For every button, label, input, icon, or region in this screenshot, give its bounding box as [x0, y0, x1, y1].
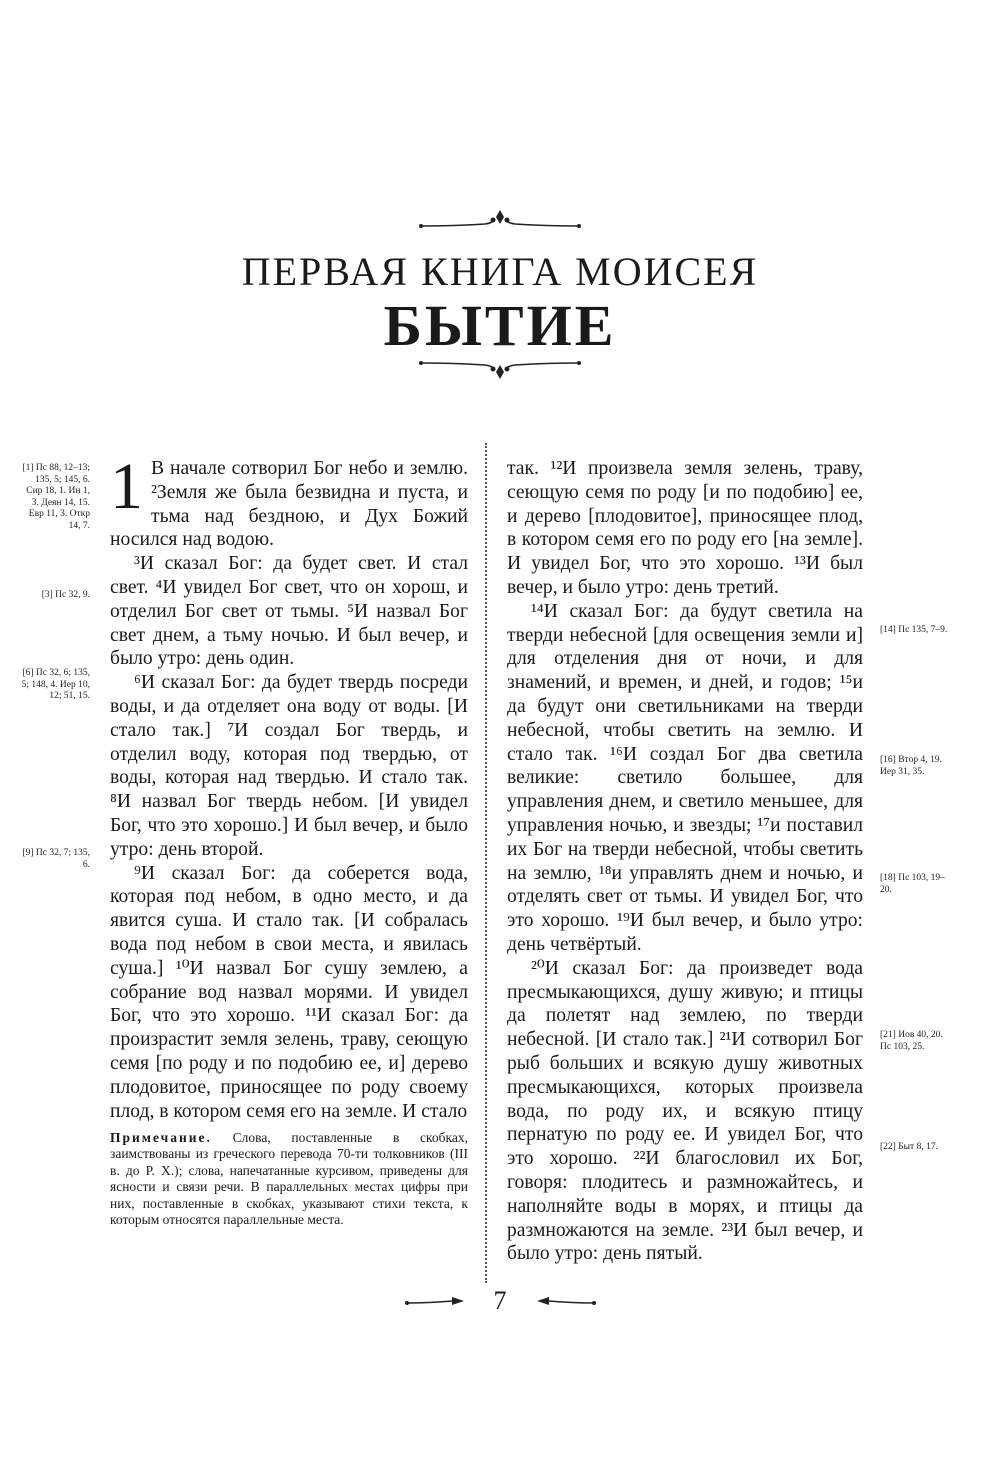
verse-paragraph: так. ¹²И произвела земля зелень, траву, сеющую семя по роду [и по подобию] ее, и дерево [плодовитое], приносящее плод, в котором семя его по роду его [на земле]. И увидел Бог, что это хорошо. ¹³И был вечер, и было утро: день третий.	[507, 458, 863, 598]
bottom-ornament	[0, 355, 1000, 381]
flourish-left-icon	[404, 1291, 474, 1311]
margin-ref: [6] Пс 32, 6; 135, 5; 148, 4. Иер 10, 12; 51, 15.	[21, 668, 90, 701]
verse-paragraph: ¹⁴И сказал Бог: да будут светила на тверди небесной [для освещения земли и] для отделения дня от ночи, и для знамений, и времен, и дней, и годов; ¹⁵и да будут они светильниками на тверди небесной, чтобы светить на землю. И стало так. ¹⁶И создал Бог два светила великие: светило большее, для управления днем, и светило меньшее, для управления ночью, и звезды; ¹⁷и поставил их Бог на тверди небесной, чтобы светить на землю, ¹⁸и управлять днем и ночью, и отделять свет от тьмы. И увидел Бог, что это хорошо. ¹⁹И был вечер, и было утро: день четвёртый.	[507, 600, 863, 955]
footnote	[110, 1130, 468, 1228]
margin-ref: [22] Быт 8, 17.	[880, 1142, 938, 1152]
top-ornament	[0, 208, 1000, 234]
column-divider	[485, 443, 487, 1283]
right-column	[507, 457, 863, 1266]
margin-ref: [3] Пс 32, 9.	[41, 590, 90, 600]
chapter-number: 1	[110, 450, 143, 523]
verse-paragraph: В начале сотворил Бог небо и землю. ²Земля же была безвидна и пуста, и тьма над бездною, и Дух Божий носился над водою.	[110, 458, 468, 551]
margin-ref: [9] Пс 32, 7; 135, 6.	[22, 848, 90, 870]
margin-ref: [16] Втор 4, 19. Иер 31, 35.	[880, 755, 942, 777]
margin-ref: [18] Пс 103, 19–20.	[880, 873, 945, 895]
flourish-ornament-icon	[415, 355, 585, 381]
margin-ref: [1] Пс 88, 12–13; 135, 5; 145, 6. Сир 18, 1. Ин 1, 3. Деян 14, 15. Евр 11, 3. Откр 14, 7.	[22, 463, 90, 531]
page-footer	[0, 1286, 1000, 1316]
book-name: БЫТИЕ	[383, 293, 617, 358]
verse-paragraph: ³И сказал Бог: да будет свет. И стал свет. ⁴И увидел Бог свет, что он хорош, и отделил Бог свет от тьмы. ⁵И назвал Бог свет днем, а тьму ночью. И был вечер, и было утро: день один.	[110, 553, 468, 670]
verse-paragraph: ²⁰И сказал Бог: да произведет вода пресмыкающихся, душу живую; и птицы да полетят над землею, по тверди небесной. [И стало так.] ²¹И сотворил Бог рыб больших и всякую душу животных пресмыкающихся, которых произвела вода, по роду их, и всякую птицу пернатую по роду ее. И увидел Бог, что это хорошо. ²²И благословил их Бог, говоря: плодитесь и размножайтесь, и наполняйте воды в морях, и птицы да размножаются на земле. ²³И был вечер, и было утро: день пятый.	[507, 957, 863, 1265]
margin-ref: [21] Иов 40, 20. Пс 103, 25.	[880, 1030, 943, 1052]
footnote-label: Примечание.	[110, 1130, 212, 1145]
flourish-right-icon	[527, 1291, 597, 1311]
footnote-text: Слова, поставленные в скобках, заимствованы из греческого перевода 70-ти толковников (III в. до Р. Х.); слова, напечатанные курсивом, приведены для ясности и связи речи. В параллельных местах цифры при них, поставленные в скобках, указывают стихи текста, к которым относятся параллельные места.	[110, 1130, 468, 1228]
verse-paragraph: ⁹И сказал Бог: да соберется вода, которая под небом, в одно место, и да явится суша. И стало так. [И собралась вода под небом в свои места, и явилась суша.] ¹⁰И назвал Бог сушу землею, а собрание вод назвал морями. И увидел Бог, что это хорошо. ¹¹И сказал Бог: да произрастит земля зелень, траву, сеющую семя [по роду и по подобию ее, и] дерево плодовитое, приносящее по роду своему плод, в котором семя его на земле. И стало	[110, 862, 468, 1122]
verse-paragraph: ⁶И сказал Бог: да будет твердь посреди воды, и да отделяет она воду от воды. [И стало так.] ⁷И создал Бог твердь, и отделил воду, которая под твердью, от воды, которая над твердью. И стало так. ⁸И назвал Бог твердь небом. [И увидел Бог, что это хорошо.] И был вечер, и было утро: день второй.	[110, 672, 468, 860]
left-column	[110, 450, 468, 1123]
margin-ref: [14] Пс 135, 7–9.	[880, 625, 948, 635]
flourish-ornament-icon	[415, 208, 585, 234]
page-number: 7	[493, 1286, 507, 1315]
book-title: ПЕРВАЯ КНИГА МОИСЕЯ	[241, 249, 759, 294]
